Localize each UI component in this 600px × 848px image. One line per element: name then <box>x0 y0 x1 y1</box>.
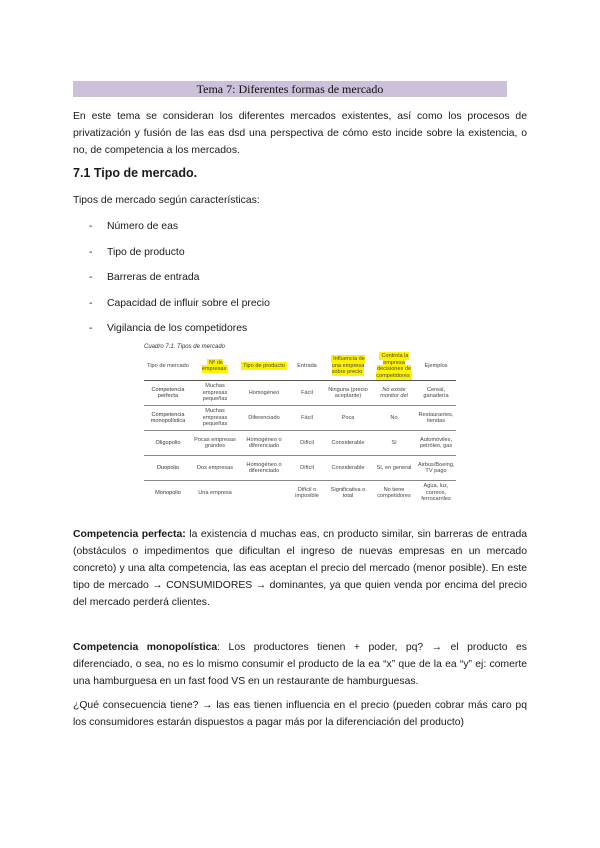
table-header: Nº de empresas <box>192 352 238 381</box>
table-cell: Significativa o total <box>330 486 366 499</box>
table-cell: Homogéneo <box>238 381 290 406</box>
table-cell: Competencia perfecta <box>144 381 192 406</box>
section-heading: 7.1 Tipo de mercado. <box>73 166 198 180</box>
table-cell: Oligopolio <box>144 431 192 456</box>
market-types-table-figure <box>144 344 456 503</box>
table-cell: Considerable <box>324 456 372 481</box>
list-item: - Número de eas <box>73 218 270 244</box>
table-row <box>144 381 456 406</box>
characteristics-list <box>73 218 270 346</box>
table-cell: Duopolio <box>144 456 192 481</box>
table-cell: Muchas empresas pequeñas <box>192 406 238 431</box>
table-cell: Poca <box>324 406 372 431</box>
table-cell: Airbus/Boeing, TV pago <box>416 456 456 481</box>
perfect-competition-paragraph: Competencia perfecta: la existencia d muchas eas, cn producto similar, sin barreras de entrada (obstáculos o impedimentos que dificultan el ingreso de nuevas empresas en un mercado concreto) y una alta competencia, las eas aceptan el precio del mercado (menor posible). En este tipo de mercado → CONSUMIDORES → dominantes, ya que quien venda por encima del precio del mercado perderá clientes. <box>73 529 527 608</box>
table-cell: Fácil <box>290 406 324 431</box>
list-dash: - <box>89 246 93 258</box>
table-cell: Agua, luz, correos, ferrocarriles <box>421 483 451 503</box>
table-header-row <box>144 352 456 381</box>
list-dash: - <box>89 297 93 309</box>
table-cell: Difícil o imposible <box>295 486 319 499</box>
table-row <box>144 431 456 456</box>
table-header: Tipo de mercado <box>144 352 192 381</box>
list-item: - Vigilancia de los competidores <box>73 320 270 346</box>
table-header: Entrada <box>290 352 324 381</box>
table-cell: No tiene competidores <box>377 486 411 499</box>
table-cell: Monopolio <box>155 489 181 496</box>
table-cell: Automóviles, petróleo, gas <box>416 431 456 456</box>
list-item: - Tipo de producto <box>73 244 270 270</box>
table-cell: Fácil <box>290 381 324 406</box>
perfect-competition-label: Competencia perfecta: <box>73 529 186 540</box>
table-header: Controla la empresa decisiones de competidores <box>372 352 416 381</box>
table-header: Influencia de una empresa sobre precio <box>324 352 372 381</box>
table-header: Tipo de producto <box>238 352 290 381</box>
table-row <box>144 406 456 431</box>
monopolistic-competition-paragraph: Competencia monopolística: Los productores tienen + poder, pq? → el producto es diferenciado, o sea, no es lo mismo consumir el producto de la ea “x” que de la ea “y” ej: comerte una hamburguesa en un fast food VS en un restaurante de hamburguesas. <box>73 642 527 687</box>
table-caption: Cuadro 7.1. Tipos de mercado <box>144 344 225 350</box>
table-cell: Difícil <box>290 431 324 456</box>
table-cell <box>238 481 290 506</box>
table-cell: Homogéneo o diferenciado <box>238 456 290 481</box>
table-cell: Restaurantes, tiendas <box>416 406 456 431</box>
table-cell: Muchas empresas pequeñas <box>192 381 238 406</box>
topic-title: Tema 7: Diferentes formas de mercado <box>73 81 507 97</box>
list-item: - Barreras de entrada <box>73 269 270 295</box>
table-cell: Dos empresas <box>192 456 238 481</box>
table-cell: Sí <box>372 431 416 456</box>
table-cell: Difícil <box>290 456 324 481</box>
monopolistic-competition-label: Competencia monopolística <box>73 642 218 653</box>
table-cell: No existe monitor del <box>372 381 416 406</box>
market-types-table <box>144 352 456 505</box>
table-cell: Cereal, ganadería <box>416 381 456 406</box>
table-cell: Una empresa <box>198 489 232 496</box>
list-dash: - <box>89 272 93 283</box>
table-cell: Ninguna (precio aceptante) <box>324 381 372 406</box>
table-cell: Sí, en general <box>372 456 416 481</box>
list-dash: - <box>89 323 93 334</box>
types-intro: Tipos de mercado según características: <box>73 195 260 206</box>
table-cell: Homogéneo o diferenciado <box>238 431 290 456</box>
table-row <box>144 456 456 481</box>
list-item: - Capacidad de influir sobre el precio <box>73 295 270 321</box>
list-dash: - <box>89 221 93 232</box>
consequence-paragraph: ¿Qué consecuencia tiene? → las eas tienen influencia en el precio (pueden cobrar más caro pq los consumidores estarán dispuestos a pagar más por la diferenciación del producto) <box>73 700 527 728</box>
table-cell: Considerable <box>324 431 372 456</box>
table-cell: No <box>372 406 416 431</box>
table-row <box>144 481 456 506</box>
table-cell: Diferenciado <box>238 406 290 431</box>
table-cell: Pocas empresas grandes <box>192 431 238 456</box>
table-cell: Competencia monopolística <box>144 406 192 431</box>
table-header: Ejemplos <box>416 352 456 381</box>
intro-paragraph: En este tema se consideran los diferentes mercados existentes, así como los procesos de privatización y fusión de las eas dsd una perspectiva de cómo esto incide sobre la existencia, o no, de competencia a los mercados. <box>73 111 527 156</box>
